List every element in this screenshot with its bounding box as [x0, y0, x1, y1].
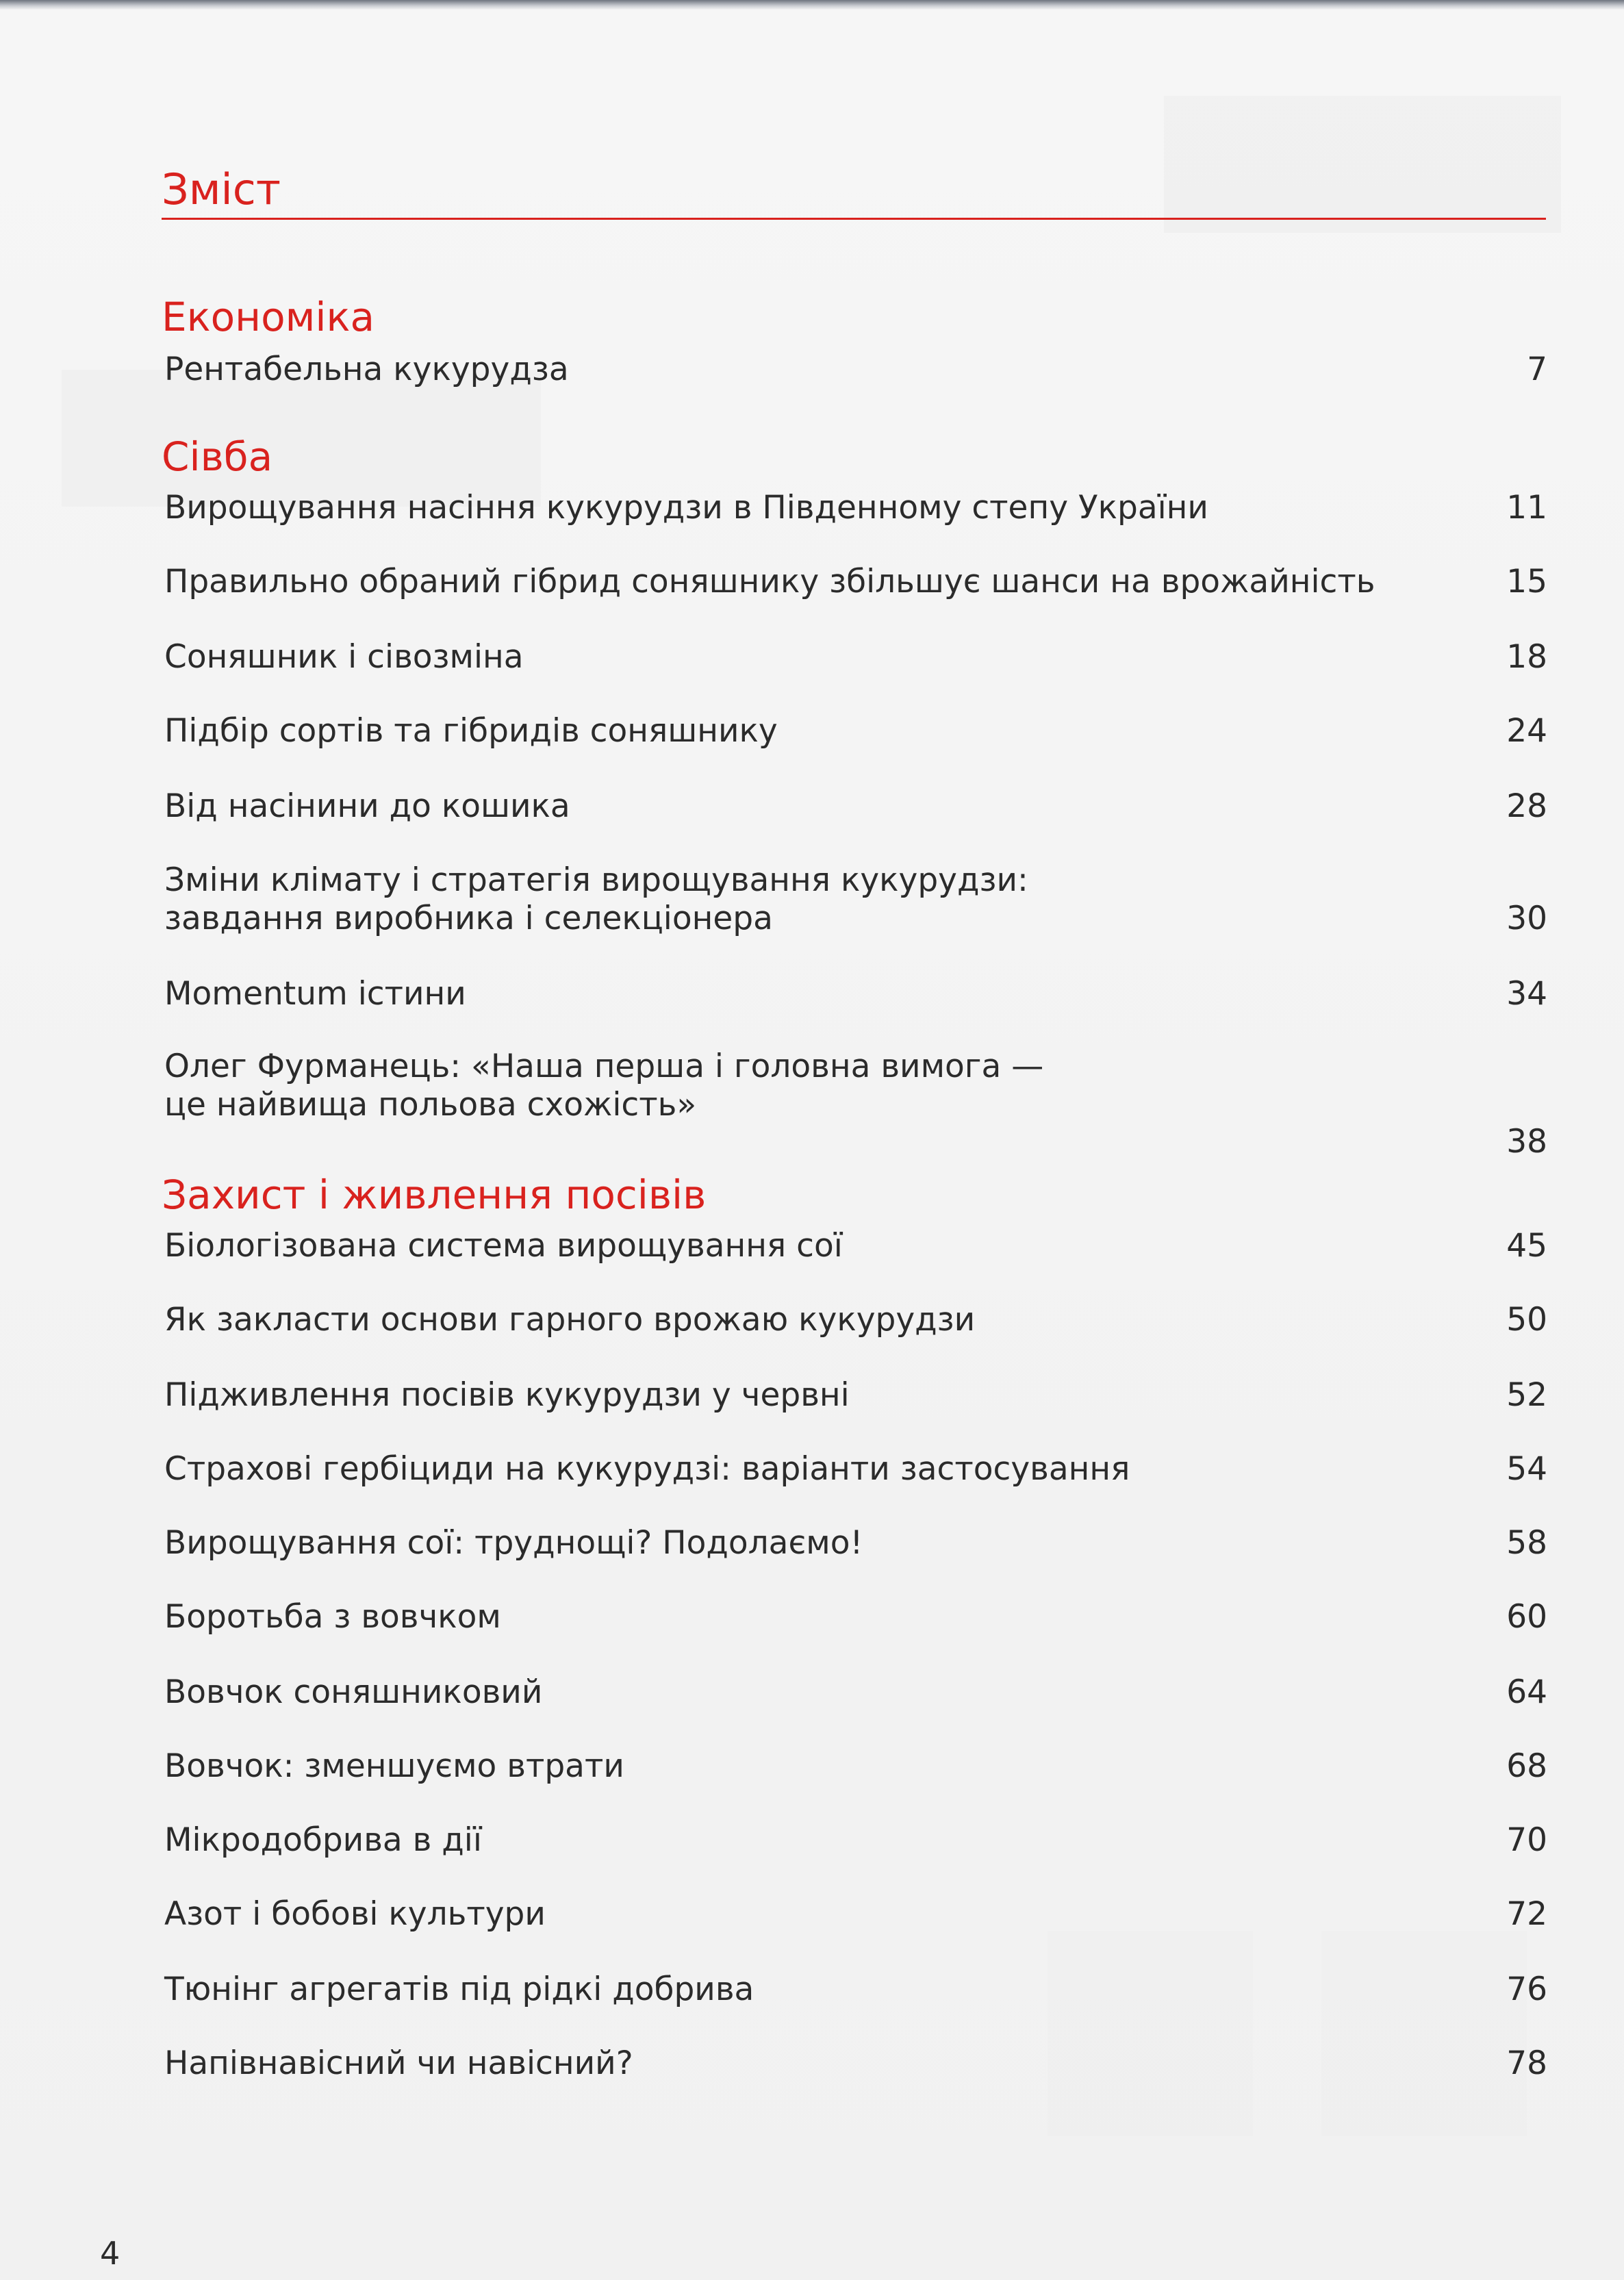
section-heading-protection: Захист і живлення посівів — [162, 1171, 707, 1218]
toc-entry-title-line-1: Зміни клімату і стратегія вирощування кукурудзи: — [164, 861, 1028, 899]
toc-entry-page: 28 — [1506, 787, 1547, 825]
show-through-shape-1 — [62, 370, 541, 507]
toc-entry-page: 68 — [1506, 1747, 1547, 1785]
toc-entry-page: 58 — [1506, 1524, 1547, 1562]
toc-entry-title: Підживлення посівів кукурудзи у червні — [164, 1376, 850, 1414]
show-through-shape-2 — [1164, 96, 1561, 233]
toc-entry-title: Вовчок: зменшуємо втрати — [164, 1747, 624, 1785]
toc-entry-page: 76 — [1506, 1971, 1547, 2008]
toc-entry-title: Вирощування насіння кукурудзи в Південному степу України — [164, 489, 1208, 527]
toc-entry-page: 60 — [1506, 1598, 1547, 1636]
page-title: Зміст — [162, 164, 281, 214]
toc-entry-title: Як закласти основи гарного врожаю кукурудзи — [164, 1301, 976, 1339]
toc-entry-page: 70 — [1506, 1821, 1547, 1859]
toc-entry[interactable] — [164, 638, 1547, 676]
toc-entry-title: Соняшник і сівозміна — [164, 638, 524, 676]
toc-entry[interactable] — [164, 1895, 1547, 1934]
toc-entry-page: 72 — [1506, 1895, 1547, 1933]
toc-entry[interactable] — [164, 787, 1547, 826]
toc-entry[interactable] — [164, 1821, 1547, 1860]
toc-entry-page: 50 — [1506, 1301, 1547, 1339]
toc-entry-title: Правильно обраний гібрид соняшнику збільшує шанси на врожайність — [164, 563, 1375, 600]
toc-entry-title: Momentum істини — [164, 975, 466, 1013]
toc-entry-title-line-1: Олег Фурманець: «Наша перша і головна вимога — — [164, 1048, 1044, 1085]
toc-entry-title: Напівнавісний чи навісний? — [164, 2044, 633, 2082]
toc-entry-page: 64 — [1506, 1673, 1547, 1711]
toc-entry[interactable] — [164, 2044, 1547, 2083]
show-through-shape-4 — [1321, 1931, 1527, 2136]
toc-entry-title: Вовчок соняшниковий — [164, 1673, 543, 1711]
toc-entry-title: Страхові гербіциди на кукурудзі: варіанти застосування — [164, 1450, 1130, 1488]
toc-entry-page: 18 — [1506, 638, 1547, 676]
toc-entry[interactable] — [164, 1227, 1547, 1265]
toc-entry-title: Біологізована система вирощування сої — [164, 1227, 843, 1265]
toc-entry[interactable] — [164, 1301, 1547, 1339]
toc-entry-page: 78 — [1506, 2044, 1547, 2082]
toc-entry[interactable] — [164, 1450, 1547, 1489]
toc-entry-page: 7 — [1527, 351, 1547, 388]
toc-entry-page: 11 — [1506, 489, 1547, 527]
toc-entry-page: 52 — [1506, 1376, 1547, 1414]
toc-entry[interactable] — [164, 1598, 1547, 1636]
show-through-shape-3 — [1048, 1931, 1253, 2136]
toc-entry-title: Тюнінг агрегатів під рідкі добрива — [164, 1971, 754, 2008]
toc-entry[interactable] — [164, 1048, 1547, 1164]
section-heading-sowing: Сівба — [162, 433, 273, 480]
toc-entry-page: 45 — [1506, 1227, 1547, 1265]
toc-entry-title: Рентабельна кукурудза — [164, 351, 569, 388]
toc-entry-title: Від насінини до кошика — [164, 787, 570, 825]
toc-entry-title-line-2: завдання виробника і селекціонера — [164, 900, 773, 937]
toc-entry[interactable] — [164, 563, 1547, 601]
toc-entry-page: 54 — [1506, 1450, 1547, 1488]
toc-entry-page: 15 — [1506, 563, 1547, 600]
toc-entry-page: 24 — [1506, 712, 1547, 750]
toc-entry[interactable] — [164, 712, 1547, 750]
toc-entry-title: Підбір сортів та гібридів соняшнику — [164, 712, 778, 750]
toc-entry[interactable] — [164, 1376, 1547, 1415]
toc-entry-title: Вирощування сої: труднощі? Подолаємо! — [164, 1524, 863, 1562]
scan-top-edge — [0, 0, 1624, 10]
toc-entry-title: Азот і бобові культури — [164, 1895, 546, 1933]
toc-entry[interactable] — [164, 1673, 1547, 1712]
toc-entry-page: 38 — [1506, 1123, 1547, 1161]
toc-entry[interactable] — [164, 861, 1547, 938]
title-underline — [162, 218, 1546, 220]
page-number: 4 — [100, 2235, 120, 2272]
toc-entry-page: 34 — [1506, 975, 1547, 1013]
toc-entry-title: Боротьба з вовчком — [164, 1598, 501, 1636]
toc-entry[interactable] — [164, 489, 1547, 527]
toc-entry[interactable] — [164, 1747, 1547, 1786]
toc-entry[interactable] — [164, 975, 1547, 1013]
toc-entry[interactable] — [164, 351, 1547, 389]
section-heading-economics: Економіка — [162, 294, 375, 340]
toc-entry[interactable] — [164, 1971, 1547, 2009]
toc-entry[interactable] — [164, 1524, 1547, 1562]
toc-entry-title: Мікродобрива в дії — [164, 1821, 482, 1859]
toc-entry-page: 30 — [1506, 900, 1547, 937]
toc-entry-title-line-2: це найвища польова схожість» — [164, 1086, 697, 1124]
